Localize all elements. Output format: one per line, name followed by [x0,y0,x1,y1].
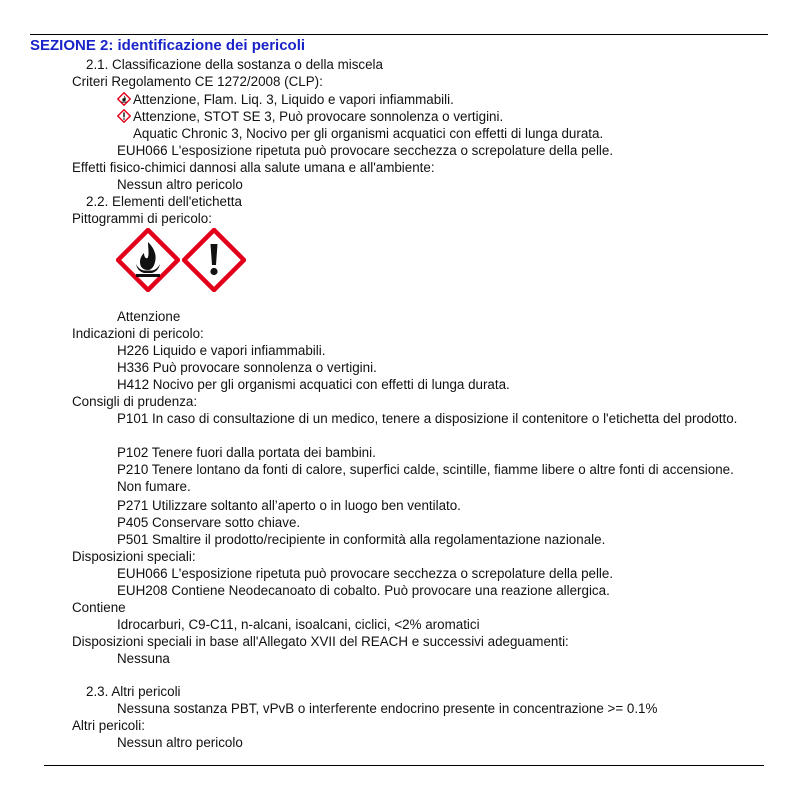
section-2-3-heading: 2.3. Altri pericoli [86,684,181,699]
precaution-statement: P102 Tenere fuori dalla portata dei bambini. [117,445,376,460]
section-2-1-heading: 2.1. Classificazione della sostanza o della miscela [86,57,383,72]
exclamation-mini-icon [117,109,131,123]
hazard-statement: H336 Può provocare sonnolenza o vertigini. [117,360,377,375]
exclamation-icon [182,228,246,292]
reach-value: Nessuna [117,651,170,666]
flame-mini-icon [117,92,131,106]
precaution-statement: P405 Conservare sotto chiave. [117,515,301,530]
pictograms-label: Pittogrammi di pericolo: [72,211,212,226]
other-hazards-value: Nessun altro pericolo [117,735,243,750]
top-rule [30,34,768,35]
precaution-statement: P271 Utilizzare soltanto all’aperto o in luogo ben ventilato. [117,498,461,513]
hazard-statement: H226 Liquido e vapori infiammabili. [117,343,326,358]
special-statement: EUH208 Contiene Neodecanoato di cobalto. Può provocare una reazione allergica. [117,583,610,598]
section-title: SEZIONE 2: identificazione dei pericoli [30,37,306,54]
criteria-label: Criteri Regolamento CE 1272/2008 (CLP): [72,74,323,89]
effects-label: Effetti fisico-chimici dannosi alla salute umana e all'ambiente: [72,160,435,175]
hazard-statement: H412 Nocivo per gli organismi acquatici con effetti di lunga durata. [117,377,510,392]
bottom-rule [44,765,764,766]
reach-label: Disposizioni speciali in base all'Allegato XVII del REACH e successivi adeguamenti: [72,634,569,649]
hazard-label: Indicazioni di pericolo: [72,326,204,341]
signal-word: Attenzione [117,309,181,324]
precaution-statement: P101 In caso di consultazione di un medico, tenere a disposizione il contenitore o l'etichetta del prodotto. [117,411,738,426]
classification-line [117,108,503,125]
classification-text: Attenzione, Flam. Liq. 3, Liquido e vapori infiammabili. [133,92,454,107]
special-label: Disposizioni speciali: [72,549,196,564]
precaution-statement: P501 Smaltire il prodotto/recipiente in conformità alla regolamentazione nazionale. [117,532,606,547]
special-statement: EUH066 L'esposizione ripetuta può provocare secchezza o screpolature della pelle. [117,566,614,581]
classification-line: Aquatic Chronic 3, Nocivo per gli organismi acquatici con effetti di lunga durata. [133,126,604,141]
flame-icon [116,228,180,292]
euh066-line: EUH066 L'esposizione ripetuta può provocare secchezza o screpolature della pelle. [117,143,614,158]
contains-value: Idrocarburi, C9-C11, n-alcani, isoalcani, ciclici, <2% aromatici [117,617,480,632]
contains-label: Contiene [72,600,126,615]
classification-line [117,91,454,108]
pbt-statement: Nessuna sostanza PBT, vPvB o interferente endocrino presente in concentrazione >= 0.1% [117,701,658,716]
other-hazards-label: Altri pericoli: [72,718,145,733]
effects-value: Nessun altro pericolo [117,177,243,192]
precaution-label: Consigli di prudenza: [72,394,198,409]
classification-text: Attenzione, STOT SE 3, Può provocare sonnolenza o vertigini. [133,109,504,124]
section-2-2-heading: 2.2. Elementi dell'etichetta [86,194,242,209]
precaution-statement: P210 Tenere lontano da fonti di calore, superfici calde, scintille, fiamme libere o altre fonti di accensione. Non fumare. [117,462,734,494]
